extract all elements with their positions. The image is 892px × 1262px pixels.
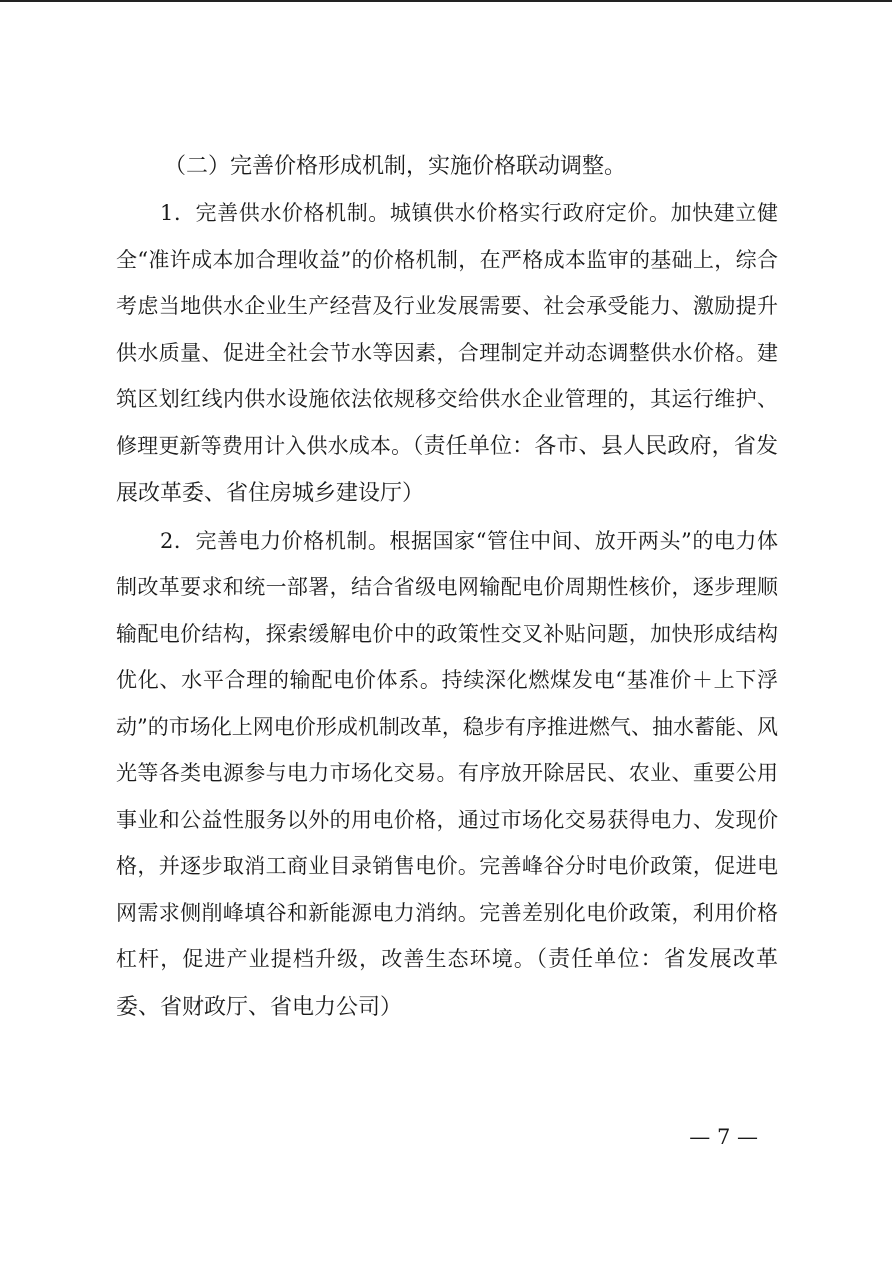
top-border-line [0, 0, 892, 2]
document-body [116, 144, 778, 1031]
responsibility-note-electricity: （责任单位：省发展改革委、省财政厅、省电力公司） [116, 947, 778, 1020]
page-number: — 7 — [689, 1125, 758, 1149]
responsibility-note-water: （责任单位：各市、县人民政府，省发展改革委、省住房城乡建设厅） [116, 433, 778, 506]
paragraph-water-price [116, 190, 778, 518]
section-heading: （二）完善价格形成机制，实施价格联动调整。 [164, 154, 627, 179]
paragraph-electricity-price-text: 2．完善电力价格机制。根据国家“管住中间、放开两头”的电力体制改革要求和统一部署，结合省级电网输配电价周期性核价，逐步理顺输配电价结构，探索缓解电价中的政策性交叉补贴问题，加快形成结构优化、水平合理的输配电价体系。持续深化燃煤发电“基准价＋上下浮动”的市场化上网电价形成机制改革，稳步有序推进燃气、抽水蓄能、风光等各类电源参与电力市场化交易。有序放开除居民、农业、重要公用事业和公益性服务以外的用电价格，通过市场化交易获得电力、发现价格，并逐步取消工商业目录销售电价。完善峰谷分时电价政策，促进电网需求侧削峰填谷和新能源电力消纳。完善差别化电价政策，利用价格杠杆，促进产业提档升级，改善生态环境。 [116, 528, 778, 971]
paragraph-water-price-text: 1．完善供水价格机制。城镇供水价格实行政府定价。加快建立健全“准许成本加合理收益”的价格机制，在严格成本监审的基础上，综合考虑当地供水企业生产经营及行业发展需要、社会承受能力、激励提升供水质量、促进全社会节水等因素，合理制定并动态调整供水价格。建筑区划红线内供水设施依法依规移交给供水企业管理的，其运行维护、修理更新等费用计入供水成本。 [116, 201, 778, 458]
paragraph-electricity-price [116, 518, 778, 1032]
